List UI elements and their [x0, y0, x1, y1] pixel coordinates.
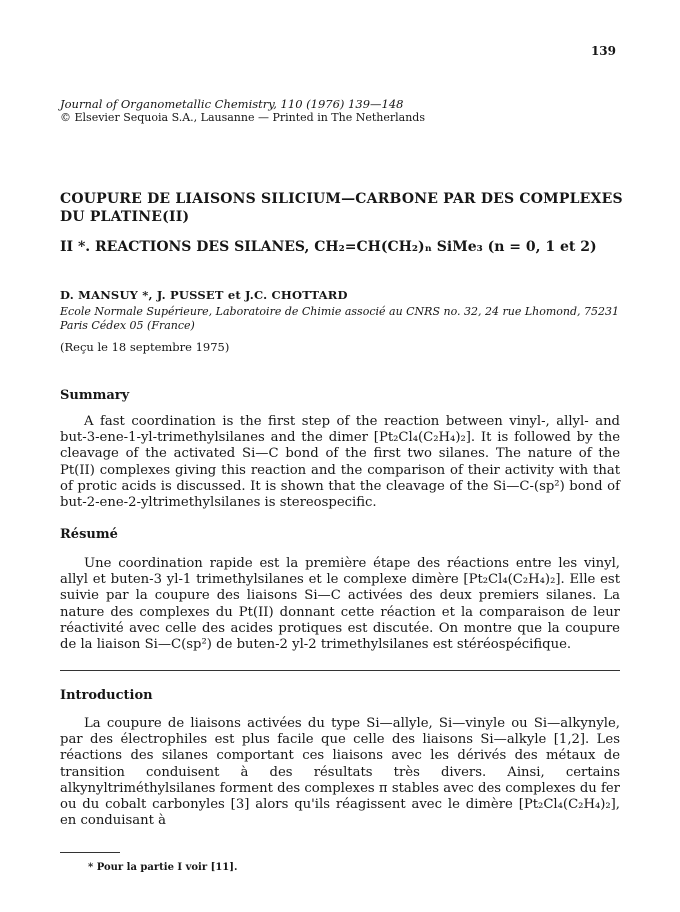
section-divider: [60, 670, 620, 671]
paper-title: COUPURE DE LIAISONS SILICIUM—CARBONE PAR DES COMPLEXES DU PLATINE(II): [60, 191, 623, 225]
author-list: D. MANSUY *, J. PUSSET et J.C. CHOTTARD: [60, 288, 348, 302]
summary-paragraph: [60, 414, 620, 511]
introduction-text: La coupure de liaisons activées du type Si—allyle, Si—vinyle ou Si—alkynyle, par des électrophiles est plus facile que celle des liaisons Si—alkyle [1,2]. Les réactions des silanes comportant ces liaisons avec les dérivés des métaux de transition conduisent à des résultats très divers. Ainsi, certains alkynyltriméthylsilanes forment des complexes π stables avec des complexes du fer ou du cobalt carbonyles [3] alors qu'ils réagissent avec le dimère [Pt₂Cl₄(C₂H₄)₂], en conduisant à: [60, 716, 620, 829]
journal-citation: Journal of Organometallic Chemistry, 110 (1976) 139—148: [60, 97, 404, 111]
introduction-paragraph: [60, 716, 620, 829]
journal-header: [60, 97, 640, 125]
footnote: * Pour la partie I voir [11].: [88, 862, 238, 873]
received-date: (Reçu le 18 septembre 1975): [60, 340, 230, 354]
resume-heading: Résumé: [60, 527, 118, 542]
resume-text: Une coordination rapide est la première étape des réactions entre les vinyl, allyl et buten-3 yl-1 trimethylsilanes et le complexe dimère [Pt₂Cl₄(C₂H₄)₂]. Elle est suivie par la coupure des liaisons Si—C activées des deux premiers silanes. La nature des complexes du Pt(II) donnant cette réaction et la comparaison de leur réactivité avec celle des acides protiques est discutée. On montre que la coupure de la liaison Si—C(sp²) de buten-2 yl-2 trimethylsilanes est stéréospécifique.: [60, 556, 620, 653]
page-number: 139: [590, 44, 616, 58]
footnote-divider: [60, 852, 120, 853]
copyright-line: © Elsevier Sequoia S.A., Lausanne — Printed in The Netherlands: [60, 111, 425, 124]
affiliation: Ecole Normale Supérieure, Laboratoire de Chimie associé au CNRS no. 32, 24 rue Lhomond, 75231 Paris Cédex 05 (France): [60, 305, 620, 332]
resume-paragraph: [60, 556, 620, 653]
paper-subtitle: II *. REACTIONS DES SILANES, CH₂=CH(CH₂)ₙ SiMe₃ (n = 0, 1 et 2): [60, 239, 597, 255]
introduction-heading: Introduction: [60, 688, 153, 703]
summary-heading: Summary: [60, 388, 130, 403]
summary-text: A fast coordination is the first step of the reaction between vinyl-, allyl- and but-3-ene-1-yl-trimethylsilanes and the dimer [Pt₂Cl₄(C₂H₄)₂]. It is followed by the cleavage of the activated Si—C bond of the first two silanes. The nature of the Pt(II) complexes giving this reaction and the comparison of their activity with that of protic acids is discussed. It is shown that the cleavage of the Si—C-(sp²) bond of but-2-ene-2-yltrimethylsilanes is stereospecific.: [60, 414, 620, 511]
